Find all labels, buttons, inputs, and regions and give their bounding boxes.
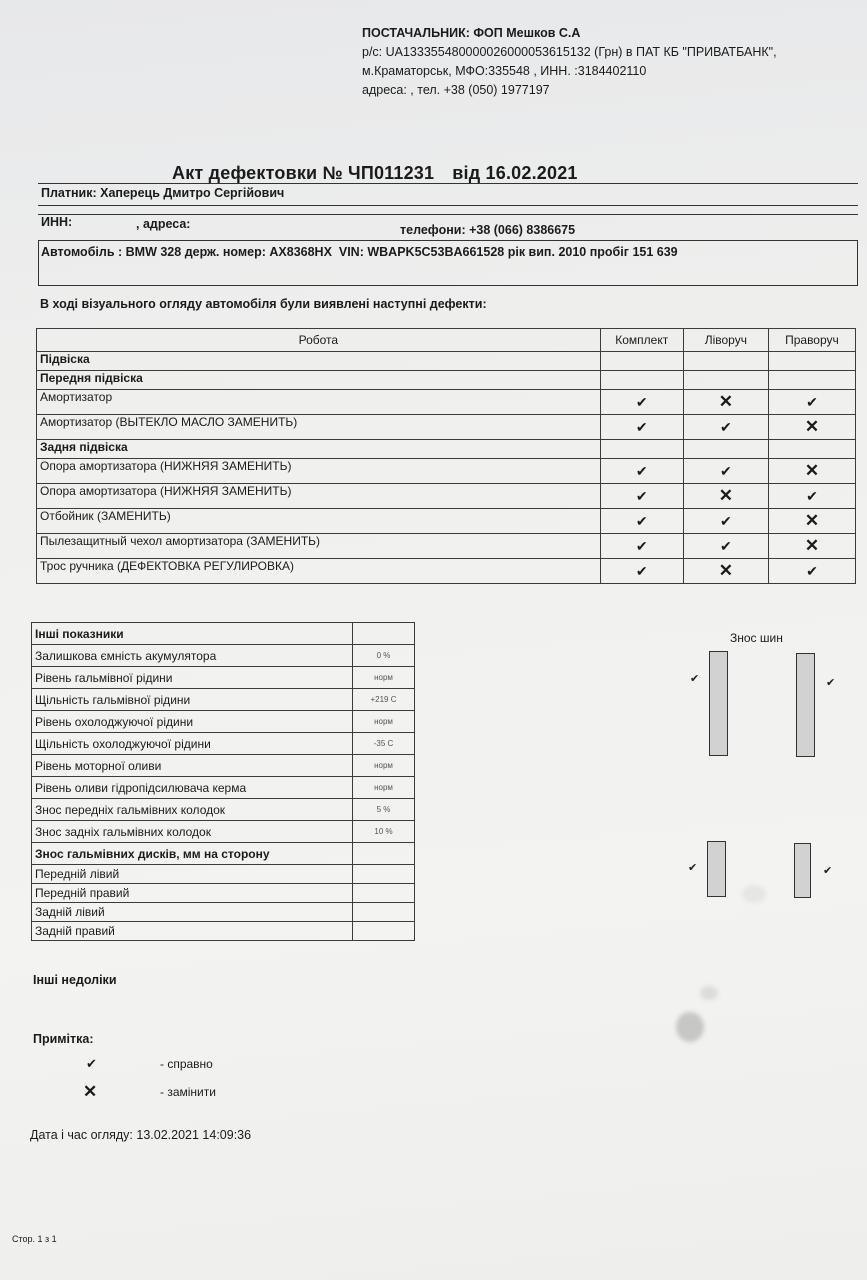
- indicator-row: [32, 821, 415, 843]
- indicator-section-row: [32, 843, 415, 865]
- indicator-label: Задній лівий: [32, 903, 353, 922]
- indicator-row: [32, 645, 415, 667]
- tire-front-right-mark: ✔: [826, 677, 836, 689]
- year-label: рік вип.: [507, 245, 555, 259]
- indicator-row: [32, 903, 415, 922]
- check-icon: ✔: [683, 534, 768, 559]
- inn-label: ИНН:: [41, 215, 73, 229]
- replace-icon: ✕: [768, 509, 855, 534]
- stain-mark: [700, 986, 718, 1000]
- tire-front-left: [709, 651, 728, 756]
- replace-icon: ✕: [768, 415, 855, 440]
- act-date: від 16.02.2021: [452, 163, 578, 183]
- supplier-address: адреса: , тел. +38 (050) 1977197: [362, 83, 550, 97]
- indicator-value: 0 %: [353, 645, 415, 667]
- plate-value: АХ8368НХ: [269, 245, 332, 259]
- indicator-value: норм: [353, 667, 415, 689]
- check-icon: ✔: [600, 559, 683, 584]
- indicator-label: Залишкова ємність акумулятора: [32, 645, 353, 667]
- replace-icon: ✕: [683, 559, 768, 584]
- supplier-label: ПОСТАЧАЛЬНИК:: [362, 26, 470, 40]
- indicator-value: норм: [353, 777, 415, 799]
- indicator-label: Рівень гальмівної рідини: [32, 667, 353, 689]
- check-icon: ✔: [600, 484, 683, 509]
- tire-rear-right: [794, 843, 811, 898]
- check-icon: ✔: [683, 415, 768, 440]
- legend-replace-icon: ✕: [83, 1082, 98, 1101]
- defect-label: Пылезащитный чехол амортизатора (ЗАМЕНИТЬ): [37, 534, 601, 559]
- section-row: [37, 440, 856, 459]
- indicator-label: Рівень охолоджуючої рідини: [32, 711, 353, 733]
- indicator-label: Передній правий: [32, 884, 353, 903]
- mileage-value: 151 639: [632, 245, 678, 259]
- header-left: Ліворуч: [683, 329, 768, 352]
- car-label: Автомобіль :: [41, 245, 123, 259]
- indicator-label: Щільність охолоджуючої рідини: [32, 733, 353, 755]
- defect-row: [37, 459, 856, 484]
- indicator-row: [32, 711, 415, 733]
- payer-name: Хаперець Дмитро Сергійович: [100, 186, 285, 200]
- indicator-label: Рівень оливи гідропідсилювача керма: [32, 777, 353, 799]
- car-model: BMW 328: [125, 245, 182, 259]
- indicator-value: 5 %: [353, 799, 415, 821]
- vin-value: WBAPK5C53BA661528: [367, 245, 505, 259]
- indicators-table: [31, 622, 415, 941]
- indicator-value: 10 %: [353, 821, 415, 843]
- check-icon: ✔: [768, 390, 855, 415]
- tire-rear-left: [707, 841, 726, 897]
- supplier-name: ФОП Мешков С.А: [473, 26, 581, 40]
- header-work: Робота: [37, 329, 601, 352]
- check-icon: ✔: [600, 459, 683, 484]
- indicator-label: Знос задніх гальмівних колодок: [32, 821, 353, 843]
- indicator-label: Щільність гальмівної рідини: [32, 689, 353, 711]
- defect-label: Передня підвіска: [37, 371, 601, 390]
- defect-label: Опора амортизатора (НИЖНЯЯ ЗАМЕНИТЬ): [37, 459, 601, 484]
- mark-cell: [600, 371, 683, 390]
- defect-row: [37, 534, 856, 559]
- indicator-value: норм: [353, 755, 415, 777]
- header-right: Праворуч: [768, 329, 855, 352]
- indicator-value: -35 C: [353, 733, 415, 755]
- other-defects-label: Інші недоліки: [33, 973, 117, 987]
- check-icon: ✔: [768, 484, 855, 509]
- tires-title: Знос шин: [730, 631, 783, 645]
- tire-front-left-mark: ✔: [690, 673, 700, 685]
- defect-label: Опора амортизатора (НИЖНЯЯ ЗАМЕНИТЬ): [37, 484, 601, 509]
- indicator-label: Знос гальмівних дисків, мм на сторону: [32, 843, 353, 865]
- legend-replace-text: - замінити: [160, 1085, 216, 1099]
- document-title: [172, 163, 578, 184]
- indicator-value: [353, 884, 415, 903]
- payer-line: [41, 186, 284, 200]
- mark-cell: [683, 371, 768, 390]
- indicator-label: Задній правий: [32, 922, 353, 941]
- indicator-label: Знос передніх гальмівних колодок: [32, 799, 353, 821]
- indicator-value: [353, 922, 415, 941]
- check-icon: ✔: [600, 509, 683, 534]
- plate-label: держ. номер:: [184, 245, 266, 259]
- payer-phone: телефони: +38 (066) 8386675: [400, 223, 576, 237]
- defects-table: [36, 328, 856, 584]
- indicator-value: [353, 865, 415, 884]
- indicator-row: [32, 799, 415, 821]
- check-icon: ✔: [683, 509, 768, 534]
- act-number: Акт дефектовки № ЧП011231: [172, 163, 435, 183]
- indicator-row: [32, 865, 415, 884]
- indicator-row: [32, 733, 415, 755]
- check-icon: ✔: [768, 559, 855, 584]
- defect-label: Отбойник (ЗАМЕНИТЬ): [37, 509, 601, 534]
- defect-row: [37, 559, 856, 584]
- defect-label: Трос ручника (ДЕФЕКТОВКА РЕГУЛИРОВКА): [37, 559, 601, 584]
- payer-label: Платник:: [41, 186, 97, 200]
- stain-mark: [676, 1012, 704, 1042]
- defect-label: Підвіска: [37, 352, 601, 371]
- supplier-block: [362, 24, 862, 100]
- indicator-value: +219 C: [353, 689, 415, 711]
- defects-header-row: [37, 329, 856, 352]
- replace-icon: ✕: [683, 390, 768, 415]
- year-value: 2010: [558, 245, 587, 259]
- indicator-row: [32, 689, 415, 711]
- tire-rear-left-mark: ✔: [688, 862, 698, 874]
- indicator-value: [353, 623, 415, 645]
- check-icon: ✔: [600, 415, 683, 440]
- indicator-row: [32, 922, 415, 941]
- mark-cell: [768, 371, 855, 390]
- defect-row: [37, 390, 856, 415]
- car-line: [41, 245, 678, 259]
- defect-label: Амортизатор (ВЫТЕКЛО МАСЛО ЗАМЕНИТЬ): [37, 415, 601, 440]
- indicator-row: [32, 667, 415, 689]
- check-icon: ✔: [683, 459, 768, 484]
- payer-block: [38, 183, 858, 287]
- section-row: [37, 371, 856, 390]
- indicator-section-row: [32, 623, 415, 645]
- replace-icon: ✕: [768, 534, 855, 559]
- defect-label: Задня підвіска: [37, 440, 601, 459]
- vin-label: VIN:: [338, 245, 364, 259]
- mark-cell: [683, 440, 768, 459]
- intro-text: В ході візуального огляду автомобіля були виявлені наступні дефекти:: [40, 297, 487, 311]
- indicator-value: норм: [353, 711, 415, 733]
- mileage-label: пробіг: [589, 245, 629, 259]
- tire-front-right: [796, 653, 815, 757]
- indicator-value: [353, 903, 415, 922]
- legend-ok-icon: ✔: [86, 1056, 97, 1071]
- supplier-city: м.Краматорськ, МФО:335548 , ИНН. :3184402110: [362, 64, 647, 78]
- note-label: Примітка:: [33, 1032, 94, 1046]
- indicator-row: [32, 755, 415, 777]
- indicator-label: Передній лівий: [32, 865, 353, 884]
- indicator-row: [32, 777, 415, 799]
- defect-label: Амортизатор: [37, 390, 601, 415]
- legend-ok-text: - справно: [160, 1057, 213, 1071]
- replace-icon: ✕: [768, 459, 855, 484]
- mark-cell: [768, 440, 855, 459]
- page-number: Стор. 1 з 1: [12, 1234, 57, 1244]
- mark-cell: [768, 352, 855, 371]
- supplier-account: р/с: UA133355480000026000053615132 (Грн) в ПАТ КБ "ПРИВАТБАНК",: [362, 45, 777, 59]
- defect-row: [37, 509, 856, 534]
- section-row: [37, 352, 856, 371]
- tire-rear-right-mark: ✔: [823, 865, 833, 877]
- check-icon: ✔: [600, 390, 683, 415]
- indicator-value: [353, 843, 415, 865]
- inspection-datetime: Дата і час огляду: 13.02.2021 14:09:36: [30, 1128, 252, 1142]
- defect-row: [37, 484, 856, 509]
- address-label: , адреса:: [136, 217, 191, 231]
- stain-mark: [742, 885, 766, 903]
- header-set: Комплект: [600, 329, 683, 352]
- check-icon: ✔: [600, 534, 683, 559]
- indicator-row: [32, 884, 415, 903]
- mark-cell: [683, 352, 768, 371]
- indicator-label: Інші показники: [32, 623, 353, 645]
- mark-cell: [600, 440, 683, 459]
- mark-cell: [600, 352, 683, 371]
- replace-icon: ✕: [683, 484, 768, 509]
- indicator-label: Рівень моторної оливи: [32, 755, 353, 777]
- defect-row: [37, 415, 856, 440]
